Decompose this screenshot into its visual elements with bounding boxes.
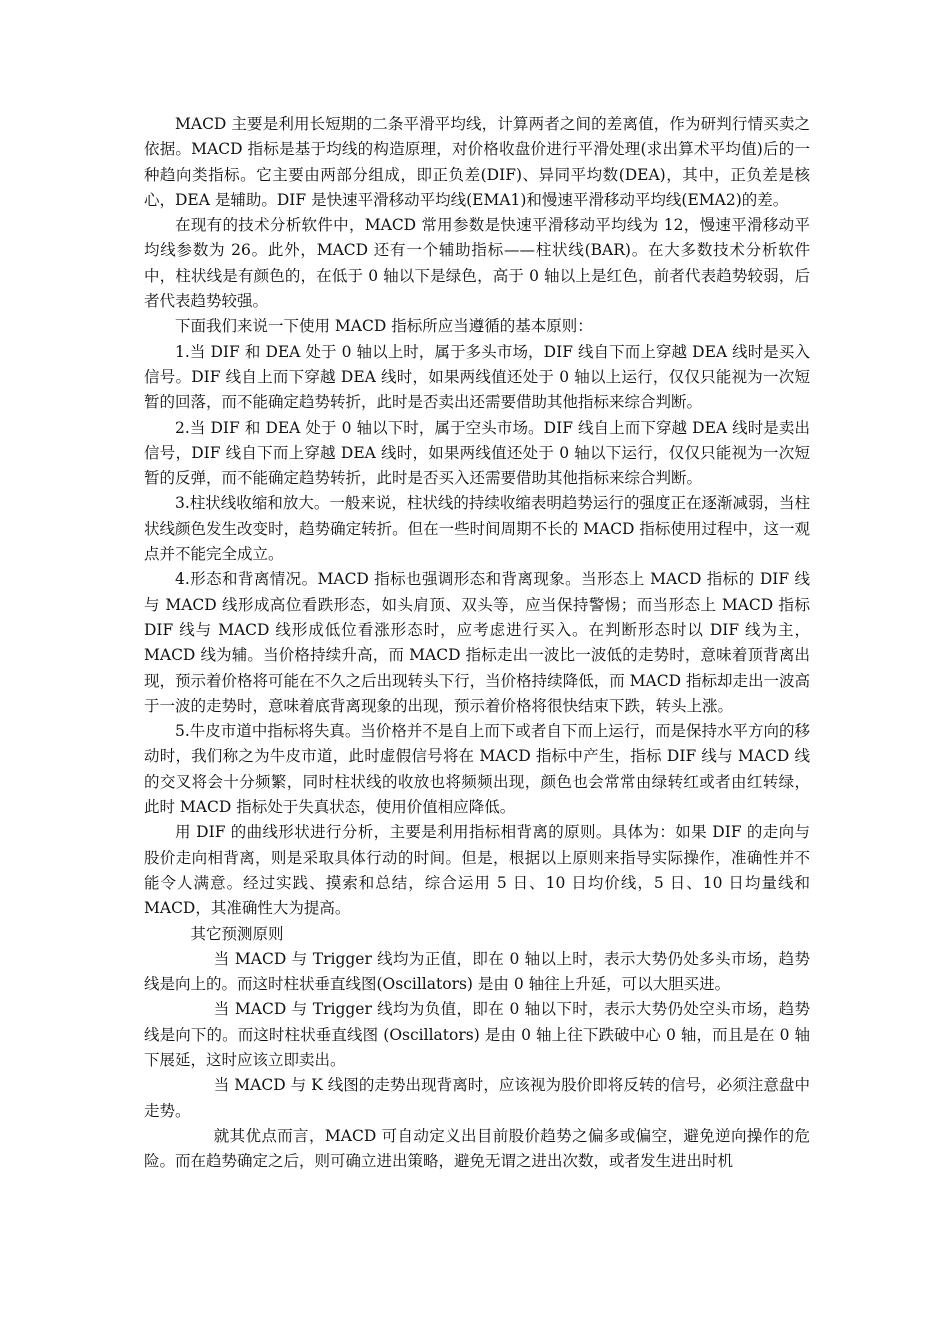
paragraph-advantages: 就其优点而言，MACD 可自动定义出目前股价趋势之偏多或偏空，避免逆向操作的危险。而在趋势确定之后，则可确立进出策略，避免无谓之进出次数，或者发生进出时机 — [144, 1126, 810, 1171]
paragraph-rule-4: 4.形态和背离情况。MACD 指标也强调形态和背离现象。当形态上 MACD 指标的 DIF 线与 MACD 线形成高位看跌形态，如头肩顶、双头等，应当保持警惕；而当形态上 MACD 指标 DIF 线与 MACD 线形成低位看涨形态时，应考虑进行买入。在判断形态时以 DIF 线为主，MACD 线为辅。当价格持续升高，而 MACD 指标走出一波比一波低的走势时，意味着顶背离出现，预示着价格将可能在不久之后出现转头下行，当价格持续降低，而 MACD 指标却走出一波高于一波的走势时，意味着底背离现象的出现，预示着价格将很快结束下跌，转头上涨。 — [144, 570, 810, 715]
paragraph-intro: MACD 主要是利用长短期的二条平滑平均线，计算两者之间的差离值，作为研判行情买卖之依据。MACD 指标是基于均线的构造原理，对价格收盘价进行平滑处理(求出算术平均值)后的一种趋向类指标。它主要由两部分组成，即正负差(DIF)、异同平均数(DEA)，其中，正负差是核心，DEA 是辅助。DIF 是快速平滑移动平均线(EMA1)和慢速平滑移动平均线(EMA2)的差。 — [144, 115, 810, 209]
section-heading-other-principles: 其它预测原则 — [190, 924, 284, 943]
paragraph-rule-3: 3.柱状线收缩和放大。一般来说，柱状线的持续收缩表明趋势运行的强度正在逐渐减弱，当柱状线颜色发生改变时，趋势确定转折。但在一些时间周期不长的 MACD 指标使用过程中，这一观点并不能完全成立。 — [144, 494, 810, 564]
document-body — [144, 112, 810, 1174]
paragraph-divergence: 当 MACD 与 K 线图的走势出现背离时，应该视为股价即将反转的信号，必须注意盘中走势。 — [144, 1076, 810, 1120]
paragraph-negative-values: 当 MACD 与 Trigger 线均为负值，即在 0 轴以下时，表示大势仍处空头市场，趋势线是向下的。而这时柱状垂直线图 (Oscillators) 是由 0 轴上往下跌破中心 0 轴，而且是在 0 轴下展延，这时应该立即卖出。 — [144, 1000, 810, 1069]
paragraph-parameters: 在现有的技术分析软件中，MACD 常用参数是快速平滑移动平均线为 12，慢速平滑移动平均线参数为 26。此外，MACD 还有一个辅助指标——柱状线(BAR)。在大多数技术分析软件中，柱状线是有颜色的，在低于 0 轴以下是绿色，高于 0 轴以上是红色，前者代表趋势较弱，后者代表趋势较强。 — [144, 216, 810, 311]
paragraph-principles-intro: 下面我们来说一下使用 MACD 指标所应当遵循的基本原则： — [175, 317, 593, 336]
paragraph-positive-values: 当 MACD 与 Trigger 线均为正值，即在 0 轴以上时，表示大势仍处多头市场，趋势线是向上的。而这时柱状垂直线图(Oscillators) 是由 0 轴往上升延，可以大胆买进。 — [144, 949, 810, 994]
paragraph-rule-2: 2.当 DIF 和 DEA 处于 0 轴以下时，属于空头市场。DIF 线自上而下穿越 DEA 线时是卖出信号，DIF 线自下而上穿越 DEA 线时，如果两线值还处于 0 轴以下运行，仅仅只能视为一次短暂的反弹，而不能确定趋势转折，此时是否买入还需要借助其他指标来综合判断。 — [144, 418, 810, 488]
paragraph-rule-1: 1.当 DIF 和 DEA 处于 0 轴以上时，属于多头市场，DIF 线自下而上穿越 DEA 线时是买入信号。DIF 线自上而下穿越 DEA 线时，如果两线值还处于 0 轴以上运行，仅仅只能视为一次短暂的回落，而不能确定趋势转折，此时是否卖出还需要借助其他指标来综合判断。 — [144, 342, 810, 412]
paragraph-rule-5: 5.牛皮市道中指标将失真。当价格并不是自上而下或者自下而上运行，而是保持水平方向的移动时，我们称之为牛皮市道，此时虚假信号将在 MACD 指标中产生，指标 DIF 线与 MACD 线的交叉将会十分频繁，同时柱状线的收放也将频频出现，颜色也会常常由绿转红或者由红转绿，此时 MACD 指标处于失真状态，使用价值相应降低。 — [144, 722, 810, 817]
paragraph-dif-analysis: 用 DIF 的曲线形状进行分析，主要是利用指标相背离的原则。具体为：如果 DIF 的走向与股价走向相背离，则是采取具体行动的时间。但是，根据以上原则来指导实际操作，准确性并不能令人满意。经过实践、摸索和总结，综合运用 5 日、10 日均价线，5 日、10 日均量线和 MACD，其准确性大为提高。 — [144, 823, 810, 918]
